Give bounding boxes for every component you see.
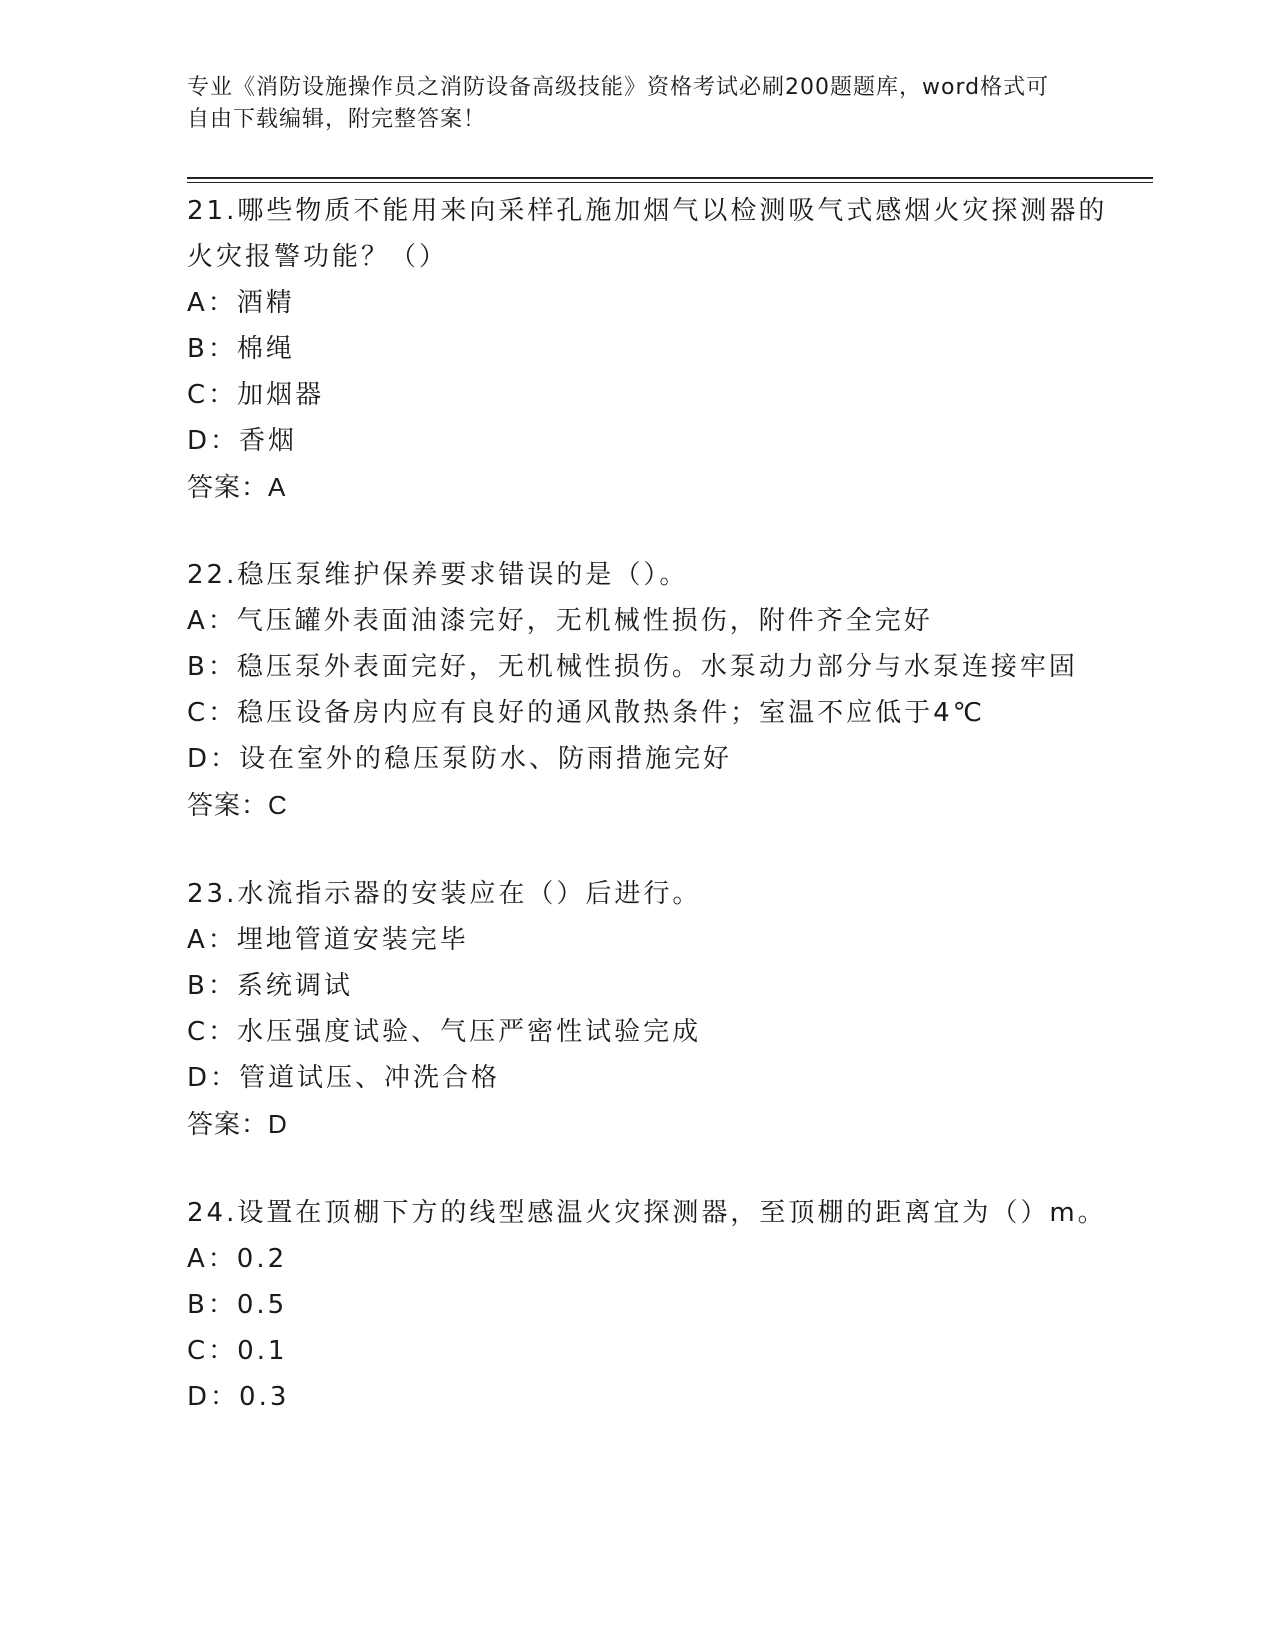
option-a: A：酒精 [187, 288, 295, 318]
option-d: D：管道试压、冲洗合格 [187, 1063, 501, 1093]
option-b: B：0.5 [187, 1290, 288, 1320]
answer-line: 答案：D [187, 1109, 288, 1139]
answer-line: 答案：C [187, 790, 288, 820]
option-c: C：水压强度试验、气压严密性试验完成 [187, 1017, 702, 1047]
question-stem: 22.稳压泵维护保养要求错误的是（）。 [187, 560, 689, 590]
question-24 [187, 1190, 1117, 1420]
option-d: D：0.3 [187, 1382, 290, 1412]
option-a: A：气压罐外表面油漆完好，无机械性损伤，附件齐全完好 [187, 606, 933, 636]
option-c: C：稳压设备房内应有良好的通风散热条件；室温不应低于4℃ [187, 698, 985, 728]
option-c: C：0.1 [187, 1336, 288, 1366]
option-b: B：系统调试 [187, 971, 353, 1001]
question-stem: 24.设置在顶棚下方的线型感温火灾探测器，至顶棚的距离宜为（）m。 [187, 1198, 1107, 1228]
answer-line: 答案：A [187, 472, 287, 502]
document-header: 专业《消防设施操作员之消防设备高级技能》资格考试必刷200题题库，word格式可自由下载编辑，附完整答案！ [187, 75, 1050, 132]
header-divider-thin [187, 182, 1153, 183]
question-21 [187, 188, 1117, 510]
option-b: B：稳压泵外表面完好，无机械性损伤。水泵动力部分与水泵连接牢固 [187, 652, 1078, 682]
question-stem: 21.哪些物质不能用来向采样孔施加烟气以检测吸气式感烟火灾探测器的火灾报警功能？（） [187, 196, 1108, 272]
option-d: D：香烟 [187, 426, 298, 456]
option-c: C：加烟器 [187, 380, 325, 410]
question-stem: 23.水流指示器的安装应在（）后进行。 [187, 879, 702, 909]
header-divider-thick [187, 177, 1153, 179]
option-d: D：设在室外的稳压泵防水、防雨措施完好 [187, 744, 733, 774]
option-a: A：0.2 [187, 1244, 288, 1274]
question-22 [187, 552, 1117, 828]
option-a: A：埋地管道安装完毕 [187, 925, 469, 955]
option-b: B：棉绳 [187, 334, 295, 364]
question-23 [187, 871, 1117, 1147]
